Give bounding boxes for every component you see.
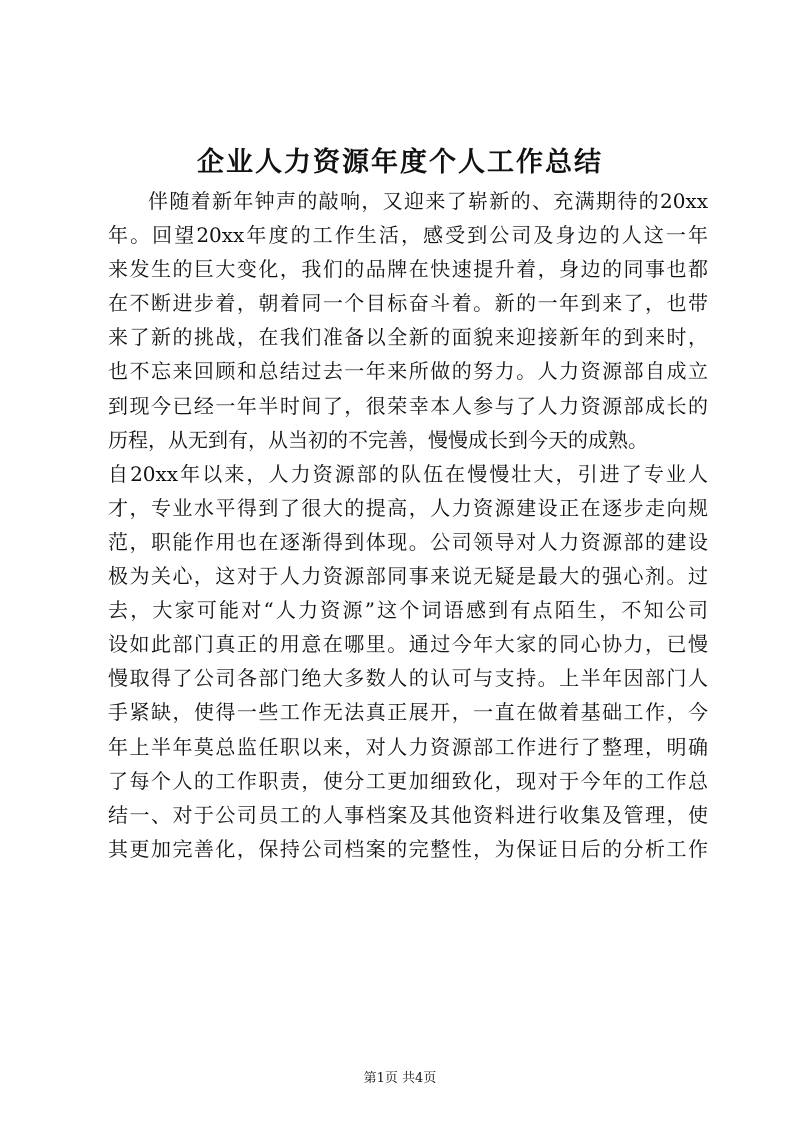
body-line: 到现今已经一年半时间了，很荣幸本人参与了人力资源部成长的	[108, 393, 708, 418]
body-line: 结一、对于公司员工的人事档案及其他资料进行收集及管理，使	[108, 802, 708, 827]
body-line: 才，专业水平得到了很大的提高，人力资源建设正在逐步走向规	[108, 495, 708, 520]
body-line: 来发生的巨大变化，我们的品牌在快速提升着，身边的同事也都	[108, 257, 708, 282]
body-line: 去，大家可能对“人力资源”这个词语感到有点陌生，不知公司	[108, 598, 708, 623]
body-line: 手紧缺，使得一些工作无法真正展开，一直在做着基础工作，今	[108, 700, 708, 725]
body-line: 自20xx年以来，人力资源部的队伍在慢慢壮大，引进了专业人	[108, 461, 708, 486]
body-line: 其更加完善化，保持公司档案的完整性，为保证日后的分析工作	[108, 836, 708, 861]
body-line: 来了新的挑战，在我们准备以全新的面貌来迎接新年的到来时，	[108, 325, 708, 350]
document-body	[108, 184, 708, 866]
body-line: 慢取得了公司各部门绝大多数人的认可与支持。上半年因部门人	[108, 666, 708, 691]
body-line: 也不忘来回顾和总结过去一年来所做的努力。人力资源部自成立	[108, 359, 708, 384]
body-line: 设如此部门真正的用意在哪里。通过今年大家的同心协力，已慢	[108, 632, 708, 657]
body-line: 年上半年莫总监任职以来，对人力资源部工作进行了整理，明确	[108, 734, 708, 759]
document-title: 企业人力资源年度个人工作总结	[197, 147, 603, 178]
body-line: 伴随着新年钟声的敲响，又迎来了崭新的、充满期待的20xx	[148, 189, 708, 213]
body-line: 极为关心，这对于人力资源部同事来说无疑是最大的强心剂。过	[108, 564, 708, 589]
body-line: 在不断进步着，朝着同一个目标奋斗着。新的一年到来了，也带	[108, 291, 708, 316]
page-footer: 第1页 共4页	[363, 1071, 437, 1086]
body-line: 年。回望20xx年度的工作生活，感受到公司及身边的人这一年	[108, 223, 708, 248]
body-line: 了每个人的工作职责，使分工更加细致化，现对于今年的工作总	[108, 768, 708, 793]
body-line: 历程，从无到有，从当初的不完善，慢慢成长到今天的成熟。	[108, 427, 648, 452]
body-line: 范，职能作用也在逐渐得到体现。公司领导对人力资源部的建设	[108, 529, 708, 554]
